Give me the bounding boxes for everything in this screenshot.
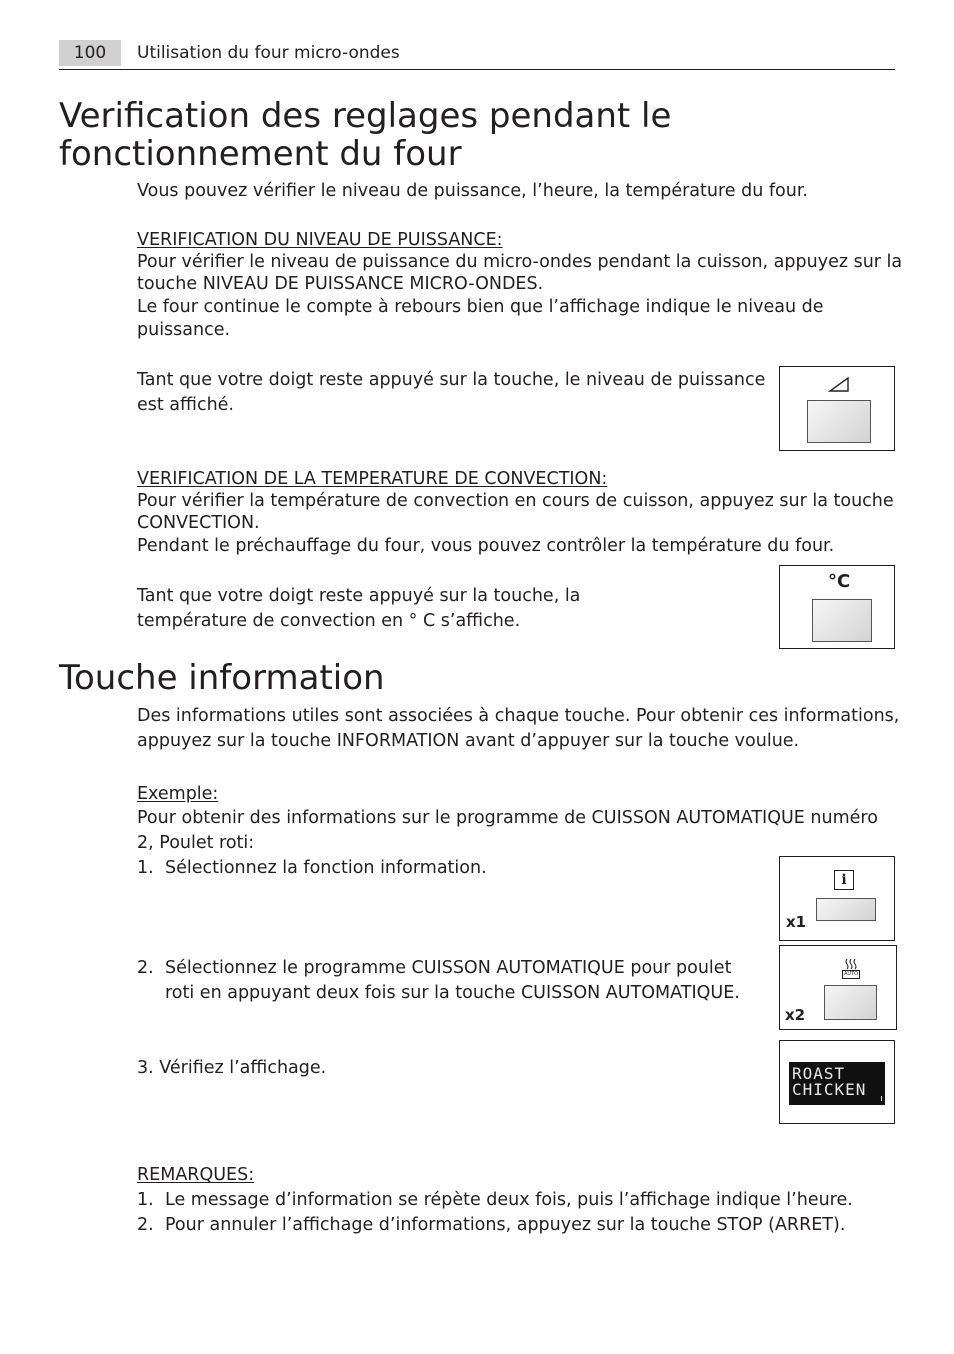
multiplier-x1: x1 [786,913,807,931]
remark-text: Le message d’information se répète deux fois, puis l’affichage indique l’heure. [165,1190,853,1210]
auto-label: AUTO [843,971,859,977]
info-key [816,898,876,921]
step-text: Sélectionnez la fonction information. [165,858,487,878]
convection-hold-line1: Tant que votre doigt reste appuyé sur la touche, la [137,586,581,606]
convection-hold-line2: température de convection en ° C s’affiche. [137,611,521,631]
example-line1: Pour obtenir des informations sur le programme de CUISSON AUTOMATIQUE numéro [137,808,878,828]
power-heading: VERIFICATION DU NIVEAU DE PUISSANCE: [137,230,503,250]
info-intro-line2: appuyez sur la touche INFORMATION avant d’appuyer sur la touche voulue. [137,731,800,751]
display-cursor [881,1096,882,1101]
convection-key-illustration [779,565,895,649]
remark-2 [137,1214,845,1237]
step-number: 2. [137,958,154,978]
remark-text: Pour annuler l’affichage d’informations, appuyez sur la touche STOP (ARRET). [165,1215,846,1235]
lcd-display [789,1062,885,1105]
example-line2: 2, Poulet roti: [137,833,255,853]
page-number: 100 [59,40,121,66]
step-2-line2: roti en appuyant deux fois sur la touche CUISSON AUTOMATIQUE. [165,983,740,1003]
info-icon: i [834,870,854,890]
step-number: 1. [137,858,154,878]
power-level-key-illustration [779,366,895,451]
running-title: Utilisation du four micro-ondes [137,43,400,63]
celsius-icon: °C [828,571,851,592]
power-level-triangle-icon [828,376,850,393]
convection-heading: VERIFICATION DE LA TEMPERATURE DE CONVECTION: [137,469,608,489]
power-p2-line2: puissance. [137,320,231,340]
power-level-key [807,400,871,443]
power-p2-line1: Le four continue le compte à rebours bien que l’affichage indique le niveau de [137,297,824,317]
power-p1-line2: touche NIVEAU DE PUISSANCE MICRO-ONDES. [137,274,544,294]
power-p1-line1: Pour vérifier le niveau de puissance du micro-ondes pendant la cuisson, appuyez sur la [137,252,903,272]
remark-1 [137,1189,853,1212]
section1-intro: Vous pouvez vérifier le niveau de puissance, l’heure, la température du four. [137,181,808,201]
display-illustration [779,1040,895,1124]
convection-key [812,599,872,642]
step-3 [137,1057,326,1080]
power-hold-line2: est affiché. [137,395,234,415]
auto-cook-icon [842,958,860,978]
remark-number: 2. [137,1215,154,1235]
display-line-1: ROAST [792,1064,846,1083]
step-text: Vérifiez l’affichage. [159,1058,327,1078]
step-1 [137,857,487,880]
section-title-information: Touche information [59,658,385,698]
multiplier-x2: x2 [785,1006,806,1024]
display-line-2: CHICKEN [792,1080,867,1099]
remark-number: 1. [137,1190,154,1210]
example-heading: Exemple: [137,784,219,804]
info-intro-line1: Des informations utiles sont associées à chaque touche. Pour obtenir ces informations, [137,706,900,726]
step-text: Sélectionnez le programme CUISSON AUTOMATIQUE pour poulet [165,958,732,978]
auto-cook-key [824,985,877,1020]
header-rule [59,69,895,70]
step-2-line1 [137,957,731,980]
convection-p2: Pendant le préchauffage du four, vous pouvez contrôler la température du four. [137,536,835,556]
power-hold-line1: Tant que votre doigt reste appuyé sur la touche, le niveau de puissance [137,370,766,390]
convection-p1-line1: Pour vérifier la température de convection en cours de cuisson, appuyez sur la touche [137,491,894,511]
step-number: 3. [137,1058,154,1078]
remarks-heading: REMARQUES: [137,1165,255,1185]
convection-p1-line2: CONVECTION. [137,513,260,533]
auto-cook-key-illustration [779,945,897,1030]
info-key-illustration [779,856,895,941]
section-title-verification: Verification des reglages pendant le fonctionnement du four [59,96,672,174]
